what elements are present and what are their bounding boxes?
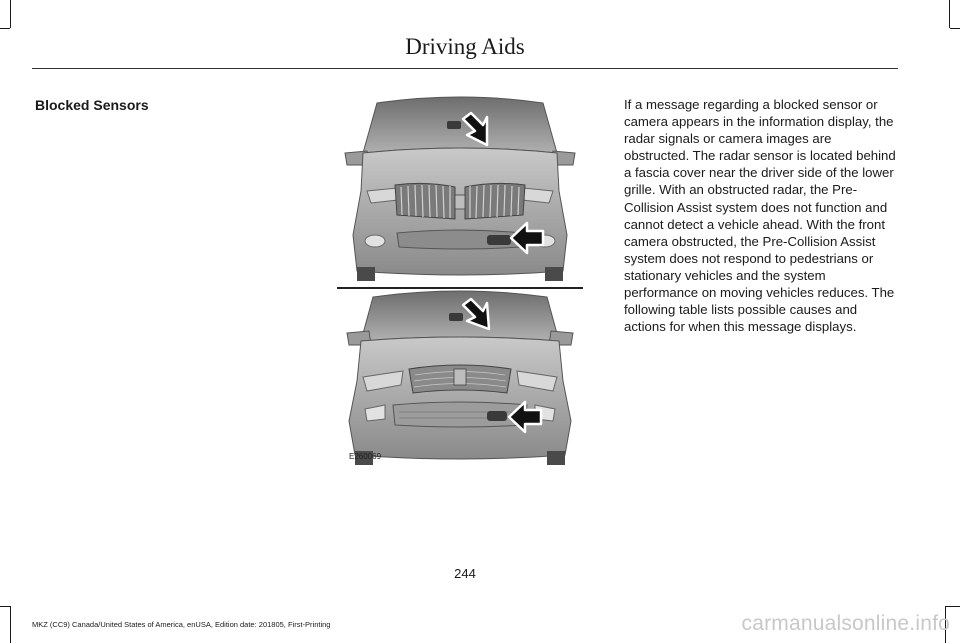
- crop-mark: [949, 0, 950, 28]
- header-rule: [32, 68, 898, 69]
- crop-mark: [10, 606, 11, 643]
- section-heading: Blocked Sensors: [35, 97, 149, 113]
- watermark[interactable]: carmanualsonline.info: [741, 612, 950, 635]
- edition-footer: MKZ (CC9) Canada/United States of America, enUSA, Edition date: 201805, First-Printing: [32, 620, 331, 629]
- body-paragraph: If a message regarding a blocked sensor or camera appears in the information display, the radar signals or camera images are obstructed. The radar sensor is located behind a fascia cover near the driver side of the lower grille. With an obstructed radar, the Pre-Collision Assist system does not function and cannot detect a vehicle ahead. With the front camera obstructed, the Pre-Collision Assist system does not respond to pedestrians or stationary vehicles and the system performance on moving vehicles reduces. The following table lists possible causes and actions for when this message displays.: [624, 97, 896, 335]
- lower-car: [347, 291, 573, 465]
- crop-mark: [950, 28, 960, 29]
- page-number: 244: [454, 566, 476, 581]
- crop-mark: [946, 606, 960, 607]
- crop-mark: [0, 28, 10, 29]
- figure-divider: [337, 287, 583, 289]
- figure-code: E260069: [349, 452, 382, 461]
- upper-car: [345, 97, 575, 281]
- crop-mark: [10, 0, 11, 28]
- car-front-illustration: [337, 95, 583, 469]
- crop-mark: [0, 606, 10, 607]
- page-title: Driving Aids: [405, 34, 525, 59]
